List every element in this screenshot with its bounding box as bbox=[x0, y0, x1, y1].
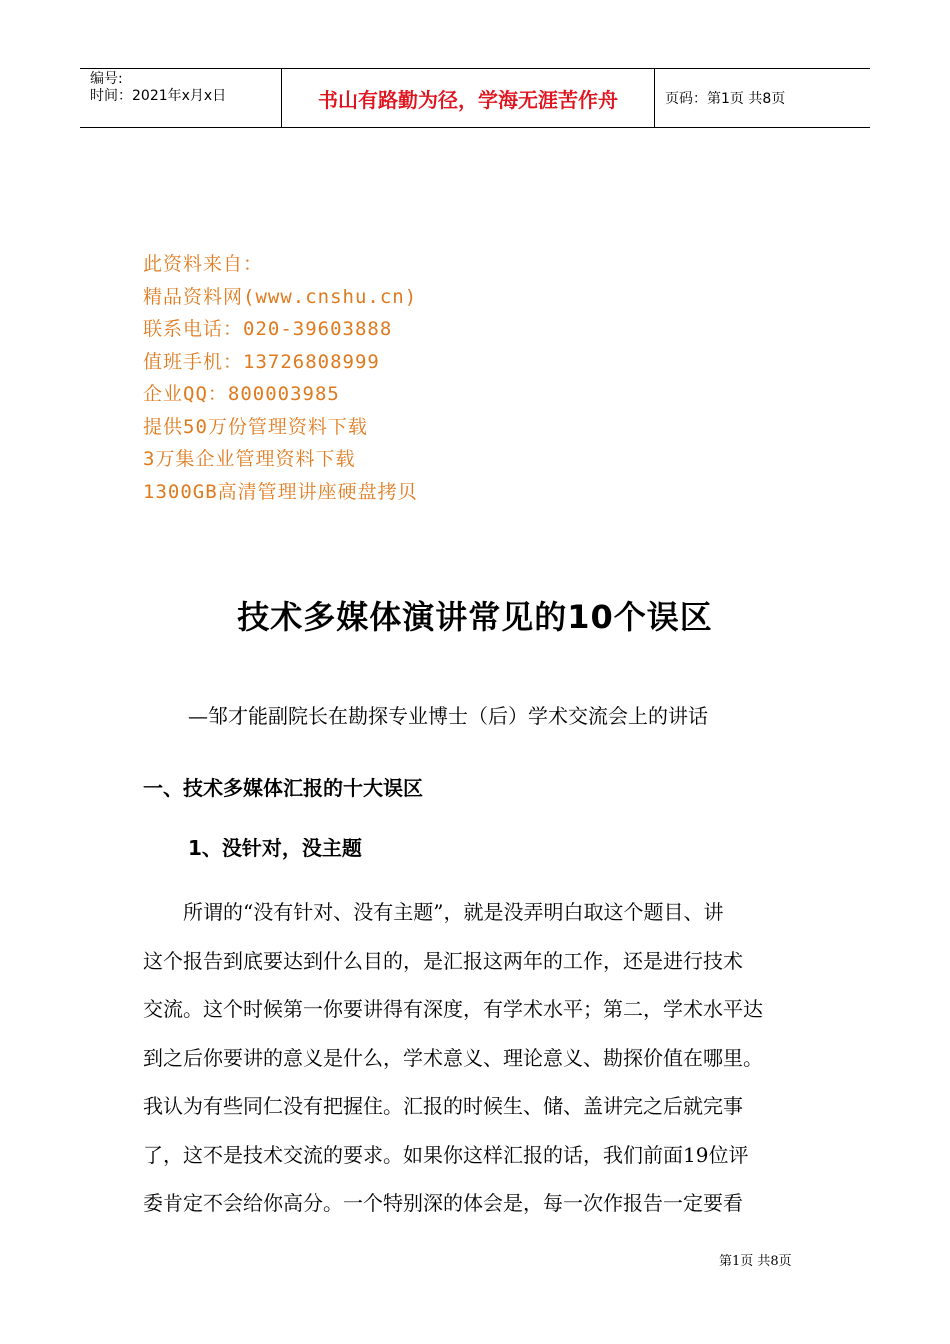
header-divider-right bbox=[654, 69, 655, 127]
source-line: 联系电话：020-39603888 bbox=[143, 318, 393, 340]
source-line: 此资料来自： bbox=[143, 253, 264, 275]
header-motto: 书山有路勤为径，学海无涯苦作舟 bbox=[318, 87, 618, 112]
document-title: 技术多媒体演讲常见的10个误区 bbox=[237, 598, 713, 636]
source-line: 3万集企业管理资料下载 bbox=[143, 448, 356, 470]
source-line: 精品资料网(www.cnshu.cn) bbox=[143, 285, 418, 308]
body-line: 委肯定不会给你高分。一个特别深的体会是，每一次作报告一定要看 bbox=[143, 1191, 743, 1215]
source-line: 1300GB高清管理讲座硬盘拷贝 bbox=[143, 480, 418, 503]
page-header bbox=[80, 68, 870, 128]
source-line: 值班手机：13726808999 bbox=[143, 350, 380, 373]
body-line: 交流。这个时候第一你要讲得有深度，有学术水平；第二，学术水平达 bbox=[143, 997, 763, 1021]
section-heading: 一、技术多媒体汇报的十大误区 bbox=[143, 776, 423, 800]
document-time-label: 时间：2021年x月x日 bbox=[90, 88, 227, 104]
header-meta bbox=[90, 71, 280, 105]
body-paragraph bbox=[143, 888, 808, 1228]
body-line: 了，这不是技术交流的要求。如果你这样汇报的话，我们前面19位评 bbox=[143, 1142, 749, 1167]
document-subtitle: —邹才能副院长在勘探专业博士（后）学术交流会上的讲话 bbox=[188, 704, 708, 728]
sub-heading: 1、没针对，没主题 bbox=[188, 836, 362, 860]
document-number-label: 编号: bbox=[90, 71, 123, 87]
body-line: 这个报告到底要达到什么目的，是汇报这两年的工作，还是进行技术 bbox=[143, 948, 743, 973]
source-info-block bbox=[143, 248, 418, 508]
source-line: 提供50万份管理资料下载 bbox=[143, 415, 368, 438]
page-footer: 第1页 共8页 bbox=[719, 1254, 792, 1269]
body-line: 所谓的“没有针对、没有主题”，就是没弄明白取这个题目、讲 bbox=[143, 900, 724, 924]
header-page-info: 页码：第1页 共8页 bbox=[665, 91, 786, 107]
body-line: 到之后你要讲的意义是什么，学术意义、理论意义、勘探价值在哪里。 bbox=[143, 1045, 763, 1070]
body-line: 我认为有些同仁没有把握住。汇报的时候生、储、盖讲完之后就完事 bbox=[143, 1094, 743, 1118]
source-line: 企业QQ：800003985 bbox=[143, 383, 340, 405]
